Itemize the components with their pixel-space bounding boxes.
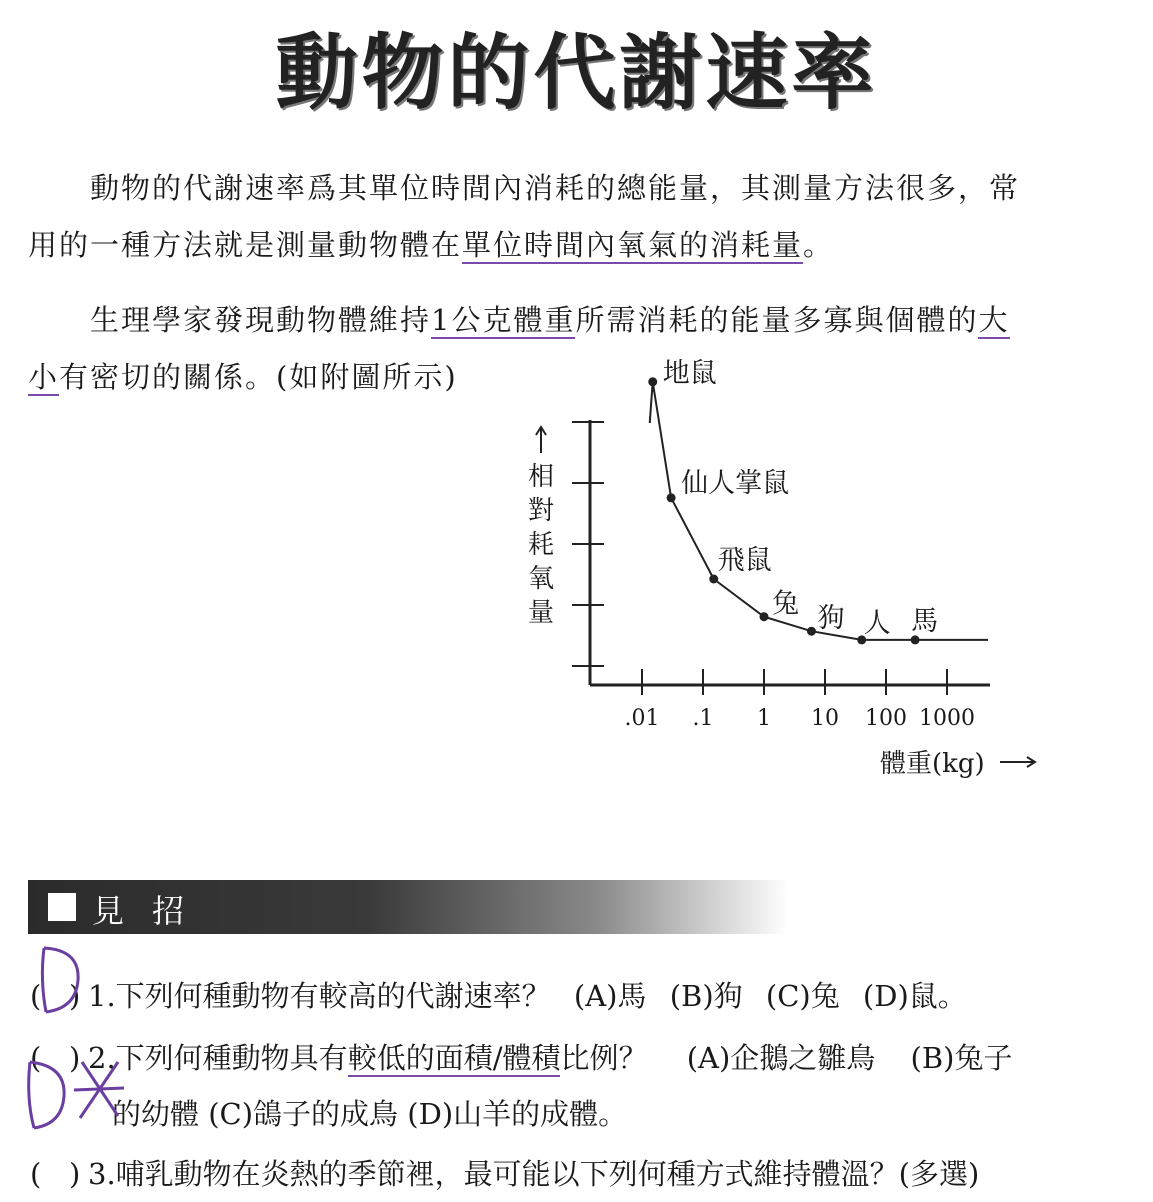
handwritten-d-mark: [42, 948, 78, 1012]
option-b: (B)狗: [669, 979, 743, 1013]
question-text-post: 比例？: [560, 1041, 648, 1075]
intro-p2-underlined-da: 大: [978, 303, 1010, 337]
option-a: (A)馬: [573, 979, 647, 1013]
option-d: (D)鼠。: [862, 979, 967, 1013]
x-tick-label: 1: [757, 706, 771, 731]
data-point-label: 地鼠: [662, 357, 717, 389]
intro-p1-line2-pre: 用的一種方法就是測量動物體在: [28, 228, 463, 262]
intro-p1-underlined: 單位時間內氧氣的消耗量: [462, 228, 804, 262]
intro-p2-line1-mid: 所需消耗的能量多寡與個體的: [575, 303, 979, 337]
question-2-continuation: 的幼體 (C)鴿子的成鳥 (D)山羊的成體。: [112, 1097, 628, 1131]
data-point-label: 狗: [817, 603, 845, 635]
x-tick-label: 100: [865, 706, 907, 731]
option-c: (C)兔: [765, 979, 840, 1013]
option-b: (B)兔子: [910, 1041, 1013, 1075]
question-number: 3.: [88, 1157, 116, 1191]
x-axis-label: 體重(kg): [880, 749, 985, 779]
answer-paren: ( ): [30, 1041, 81, 1075]
answer-paren: ( ): [30, 979, 81, 1013]
data-point-label: 兔: [772, 588, 799, 620]
intro-p1-line1: 動物的代謝速率爲其單位時間內消耗的總能量，其測量方法很多，常: [90, 171, 1021, 205]
y-axis-label-char: 氧: [527, 564, 555, 594]
question-text: 下列何種動物有較高的代謝速率？: [115, 979, 551, 1013]
data-point-label: 飛鼠: [717, 545, 772, 576]
intro-p2-underlined-xiao: 小: [28, 360, 60, 394]
answer-paren: ( ): [30, 1157, 81, 1191]
x-tick-label: .1: [692, 706, 714, 731]
page-title: 動物的代謝速率: [275, 26, 878, 121]
question-number: 1.: [88, 979, 116, 1013]
y-axis-label-char: 量: [527, 598, 555, 628]
option-a: (A)企鵝之雛鳥: [686, 1041, 876, 1075]
y-axis-label-char: 耗: [527, 530, 555, 560]
section-label: 見招: [92, 892, 213, 930]
x-tick-label: .01: [624, 706, 660, 731]
question-text-underlined: 較低的面積/體積: [347, 1041, 561, 1075]
handwritten-d-mark: [29, 1062, 64, 1128]
intro-p1-line2-post: 。: [803, 228, 835, 262]
question-text-pre: 下列何種動物具有: [115, 1041, 348, 1075]
y-axis-label-char: 對: [527, 496, 555, 526]
question-text: 哺乳動物在炎熱的季節裡，最可能以下列何種方式維持體溫？(多選): [115, 1157, 980, 1191]
data-point-label: 仙人掌鼠: [681, 467, 790, 499]
x-tick-label: 1000: [919, 706, 975, 731]
handwritten-star-mark: [74, 1062, 124, 1118]
x-tick-label: 10: [811, 706, 839, 731]
y-axis-label-char: 相: [527, 462, 555, 492]
question-number: 2.: [88, 1041, 116, 1075]
intro-p2-underlined-weight: 1公克體重: [431, 303, 576, 337]
intro-p2-line2-post: 有密切的關係。(如附圖所示): [59, 360, 458, 394]
data-point-label: 馬: [911, 605, 939, 637]
intro-p2-line1-pre: 生理學家發現動物體維持: [90, 303, 432, 337]
data-point-label: 人: [863, 607, 891, 639]
